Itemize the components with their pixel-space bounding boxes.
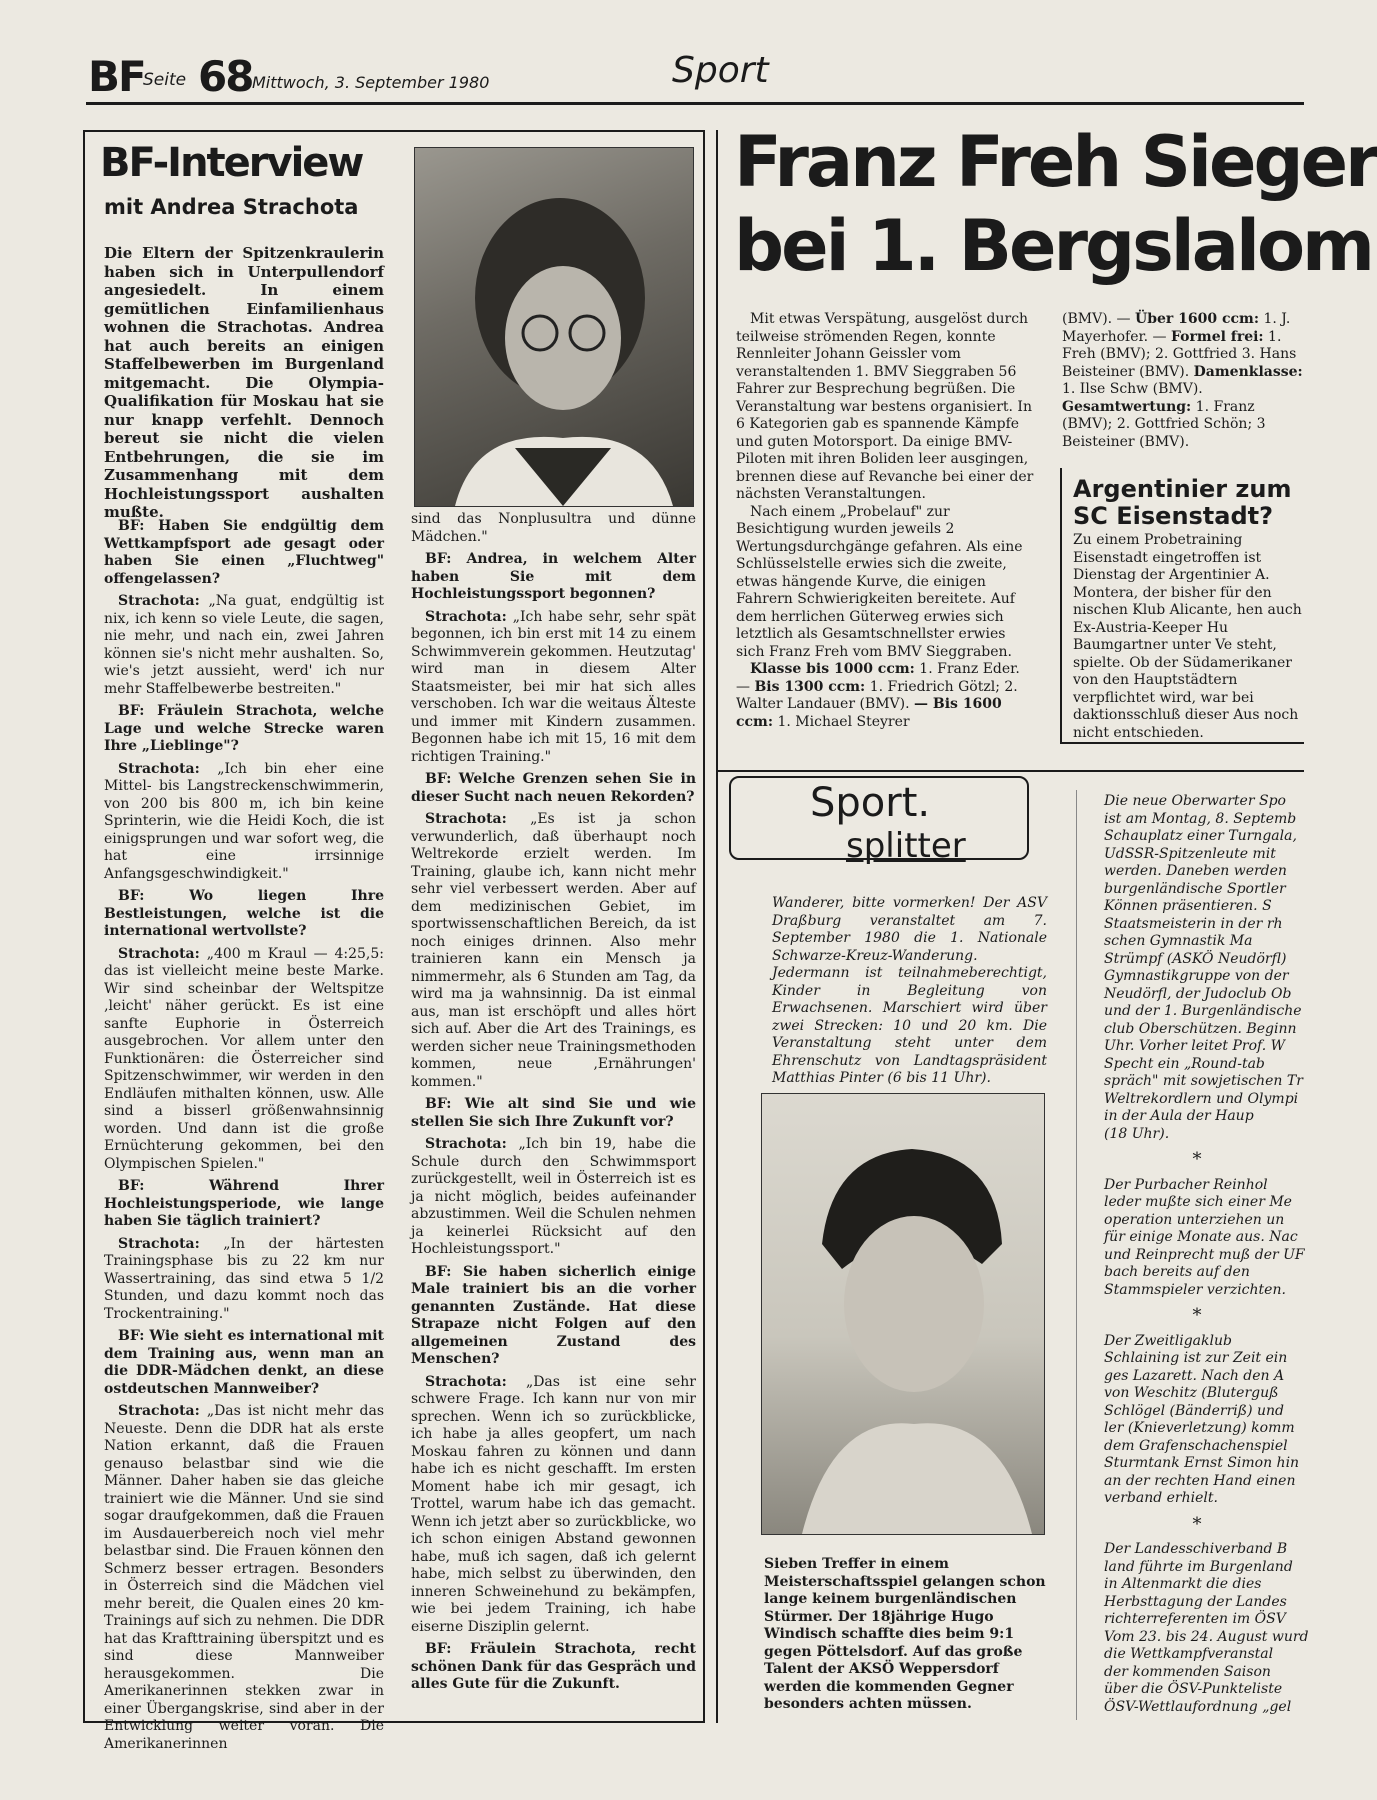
separator-star: * xyxy=(1192,1149,1202,1170)
interview-answer: Strachota: „Na guat, endgültig ist nix, ich kenn so viele Leute, die sagen, nie mehr, und nach ein, zwei Jahren können sie's nicht mehr aushalten. So, wie's jetzt aussieht, werd' ich nur mehr Staffelbewerbe bestreiten." xyxy=(104,593,384,697)
splitter-line: Stammspieler verzichten. xyxy=(1104,1281,1286,1298)
splitter-line: in Altenmarkt die dies xyxy=(1104,1576,1262,1592)
interview-title: BF-Interview xyxy=(100,140,363,186)
splitter-line: Die neue Oberwarter Spo xyxy=(1104,793,1286,809)
speaker-label: Strachota: xyxy=(425,1373,507,1390)
splitter-line: verband erhielt. xyxy=(1104,1490,1218,1506)
interview-answer: Strachota: „Ich habe sehr, sehr spät begonnen, ich bin erst mit 14 zu einem Schwimmverein gekommen. Heutzutag' wird man in diesem Alter Staatsmeister, bei mir hat sich alles verschoben. Ich war die weitaus Älteste und immer mit Kindern zusammen. Begonnen habe ich mit 15, 16 mit dem richtigen Training." xyxy=(411,608,696,765)
splitter-line: und der 1. Burgenländische xyxy=(1104,1003,1302,1019)
speaker-label: Strachota: xyxy=(118,760,200,777)
slalom-paragraph: Mit etwas Verspätung, ausgelöst durch teilweise strömenden Regen, konnte Rennleiter Johann Geissler vom veranstaltenden 1. BMV Sieggraben 56 Fahrer zur Besprechung begrüßen. Die Veranstaltung war bestens organisiert. In 6 Kategorien gab es spannende Kämpfe und guten Motorsport. Da einige BMV-Piloten mit ihren Boliden leer ausgingen, brennen diese auf Revanche bei einer der nächsten Veranstaltungen. xyxy=(736,311,1034,502)
interview-question: BF: Haben Sie endgültig dem Wettkampfsport ade gesagt oder haben Sie einen „Fluchtweg" offengelassen? xyxy=(104,518,384,587)
interview-question: BF: Wo liegen Ihre Bestleistungen, welche ist die international wertvollste? xyxy=(104,888,384,939)
splitter-line: für einige Monate aus. Nac xyxy=(1104,1229,1298,1245)
splitter-line: dem Grafenschachenspiel xyxy=(1104,1437,1288,1454)
speaker-label: Strachota: xyxy=(425,608,507,625)
interview-subtitle: mit Andrea Strachota xyxy=(104,195,359,219)
splitter-line: schen Gymnastik Ma xyxy=(1104,933,1253,949)
splitter-line: und Reinprecht muß der UF xyxy=(1104,1246,1305,1263)
splitter-column xyxy=(1090,793,1309,1716)
interview-answer: Strachota: „Ich bin 19, habe die Schule durch den Schwimmsport zurückgestellt, weil in Österreich ist es ja nicht möglich, beides aufeinander abzustimmen. Weil die Schulen nehmen ja keinerlei Rücksicht auf den Hochleistungssport." xyxy=(411,1136,697,1257)
section-rule xyxy=(718,770,1304,772)
slalom-headline xyxy=(734,120,1377,288)
interview-column-2 xyxy=(411,511,696,1699)
splitter-line: Strümpf (ASKÖ Neudörfl) xyxy=(1104,950,1287,967)
speaker-label: Strachota: xyxy=(118,1403,200,1419)
argentinier-title: Argentinier zum SC Eisenstadt? xyxy=(1073,475,1292,530)
interview-question: BF: Wie sieht es international mit dem Training aus, wenn man an die DDR-Mädchen denkt, an diese ostdeutschen Mannweiber? xyxy=(104,1328,384,1397)
splitter-line: bach bereits auf den xyxy=(1104,1264,1250,1280)
header-rule xyxy=(86,102,1304,105)
splitter-line: operation unterziehen un xyxy=(1104,1211,1285,1228)
interview-question: BF: Fräulein Strachota, welche Lage und welche Strecke waren Ihre „Lieblinge"? xyxy=(104,703,384,754)
splitter-line: Vom 23. bis 24. August wurd xyxy=(1104,1628,1309,1645)
splitter-line: richterreferenten im ÖSV xyxy=(1104,1611,1286,1627)
splitter-line: Staatsmeisterin in der rh xyxy=(1104,915,1283,932)
player-silhouette-icon xyxy=(762,1094,1044,1534)
interview-question: BF: Welche Grenzen sehen Sie in dieser Sucht nach neuen Rekorden? xyxy=(411,771,696,805)
section-title: Sport xyxy=(672,50,769,91)
slalom-results-continued: (BMV). — Über 1600 ccm: 1. J. Mayerhofer. — Formel frei: 1. Freh (BMV); 2. Gottfried 3. Hans Beisteiner (BMV). Damenklasse: 1. Ilse Schw (BMV). Gesamtwertung: 1. Franz (BMV); 2. Gottfried Schön; 3 Beisteiner (BMV). xyxy=(1062,311,1303,450)
splitter-line: Gymnastikgruppe von der xyxy=(1104,968,1289,984)
interview-question: BF: Während Ihrer Hochleistungsperiode, wie lange haben Sie täglich trainiert? xyxy=(104,1178,384,1229)
splitter-line: Schauplatz einer Turngala, xyxy=(1104,828,1297,844)
page-number: 68 xyxy=(198,52,253,101)
headline-line-1: Franz Freh Sieger xyxy=(734,121,1377,203)
splitter-line: Können präsentieren. S xyxy=(1104,898,1272,914)
sportsplitter-logo-sport: Sport. xyxy=(810,780,931,826)
splitter-wanderung-text: Wanderer, bitte vormerken! Der ASV Draßburg veranstaltet am 7. September 1980 die 1. Nationale Schwarze-Kreuz-Wanderung. Jedermann ist teilnahmeberechtigt, Kinder in Begleitung von Erwachsenen. Marschiert wird über zwei Strecken: 10 und 20 km. Die Veranstaltung steht unter dem Ehrenschutz von Landtagspräsident Matthias Pinter (6 bis 11 Uhr). xyxy=(772,895,1047,1086)
speaker-label: Strachota: xyxy=(118,593,200,609)
splitter-line: Uhr. Vorher leitet Prof. W xyxy=(1104,1038,1286,1054)
interview-question: BF: Andrea, in welchem Alter haben Sie mit dem Hochleistungssport begonnen? xyxy=(411,551,696,602)
interview-answer: Strachota: „Das ist eine sehr schwere Frage. Ich kann nur von mir sprechen. Wenn ich so zurückblicke, ich habe ja alles geopfert, um nach Moskau fahren zu können und dann habe ich es nicht geschafft. Im ersten Moment habe ich mir gesagt, ich Trottel, warum habe ich das gemacht. Wenn ich jetzt aber so zurückblicke, wo ich schon einigen Abstand gewonnen habe, muß ich sagen, daß ich gelernt habe, mich selbst zu überwinden, den inneren Schweinehund zu bekämpfen, wie bei jedem Training, ich habe eiserne Disziplin gelernt. xyxy=(411,1373,696,1635)
interview-answer: Strachota: „Das ist nicht mehr das Neueste. Denn die DDR hat als erste Nation erkannt, daß die Frauen genauso belastbar sind wie die Männer. Daher haben sie das gleiche trainiert wie die Männer. Und sie sind sogar draufgekommen, daß die Frauen im Ausdauerbereich noch viel mehr belastbar sind. Die Frauen können den Schmerz besser ertragen. Besonders in Österreich sind die Mädchen viel mehr bereit, die Qualen eines 20 km-Trainings auf sich zu nehmen. Die DDR hat das Krafttraining überspitzt und es sind diese Mannweiber herausgekommen. Die Amerikanerinnen stekken zwar in einer Übergangskrise, sind aber in der Entwicklung weiter voran. Die Amerikanerinnen xyxy=(104,1403,385,1752)
splitter-line: Der Zweitligaklub xyxy=(1104,1332,1232,1349)
interview-answer: Strachota: „Ich bin eher eine Mittel- bis Langstreckenschwimmerin, von 200 bis 800 m, ich bin keine Sprinterin, wie die Heidi Koch, die ist einigsprungen und war sofort weg, die hat eine irrsinnige Anfangsgeschwindigkeit." xyxy=(104,760,385,882)
splitter-line: über die ÖSV-Punkteliste xyxy=(1104,1681,1283,1697)
splitter-line: Weltrekordlern und Olympi xyxy=(1104,1090,1299,1107)
splitter-line: land führte im Burgenland xyxy=(1104,1558,1293,1575)
argentinier-text: Zu einem Probetraining Eisenstadt eingetroffen ist Dienstag der Argentinier A. Montera, der bisher für den nischen Klub Alicante, hen auch Ex-Austria-Keeper Hu Baumgartner unter Ve steht, spielte. Ob der Südamerikaner von den Hauptstädtern verpflichtet wird, war bei daktionsschluß dieser Aus noch nicht entschieden. xyxy=(1073,532,1302,741)
splitter-line: an der rechten Hand einen xyxy=(1104,1472,1296,1489)
splitter-line: ler (Knieverletzung) komm xyxy=(1104,1420,1295,1436)
splitter-line: UdSSR-Spitzenleute mit xyxy=(1104,845,1276,862)
photo-caption: Sieben Treffer in einem Meisterschaftsspiel gelangen schon lange keinem burgenländischen Stürmer. Der 18jährige Hugo Windisch schaffte dies beim 9:1 gegen Pöttelsdorf. Auf das große Talent der AKSÖ Weppersdorf werden die kommenden Gegner besonders achten müssen. xyxy=(764,1556,1046,1712)
splitter-line: Schlaining ist zur Zeit ein xyxy=(1104,1350,1288,1366)
portrait-photo-andrea xyxy=(414,147,694,507)
splitter-divider xyxy=(1076,790,1077,1720)
splitter-line: in der Aula der Haup xyxy=(1104,1108,1254,1124)
splitter-line: Schlögel (Bänderriß) und xyxy=(1104,1402,1285,1419)
paper-logo: BF xyxy=(88,52,145,101)
column-divider xyxy=(716,130,718,1723)
splitter-line: burgenländische Sportler xyxy=(1104,880,1286,897)
interview-intro: Die Eltern der Spitzenkraulerin haben sich in Unterpullendorf angesiedelt. In einem gemütlichen Einfamilienhaus wohnen die Strachotas. Andrea hat auch bereits an einigen Staffelbewerben im Burgenland mitgemacht. Die Olympia-Qualifikation für Moskau hat sie nur knapp verfehlt. Dennoch bereut sie nicht die vielen Entbehrungen, die sie im Zusammenhang mit dem Hochleistungssport aushalten mußte. xyxy=(104,244,384,521)
interview-answer: Strachota: „400 m Kraul — 4:25,5: das ist vielleicht meine beste Marke. Wir sind scheinbar der Weltspitze ‚leicht' näher gerückt. Es ist eine sanfte Euphorie in Österreich ausgebrochen. Vor allem unter den Funktionären: die Österreicher sind Spitzenschwimmer, wir werden in den Endläufen mithalten können, usw. Alle sind a bisserl größenwahnsinnig worden. Und dann ist die große Ernüchterung gekommen, bei den Olympischen Spielen." xyxy=(104,945,385,1172)
separator-star: * xyxy=(1192,1305,1202,1326)
separator-star: * xyxy=(1192,1513,1202,1535)
splitter-line: werden. Daneben werden xyxy=(1104,863,1287,879)
splitter-line: Sturmtank Ernst Simon hin xyxy=(1104,1455,1300,1471)
splitter-line: club Oberschützen. Beginn xyxy=(1104,1020,1297,1037)
splitter-line: die Wettkampfveranstal xyxy=(1104,1646,1274,1662)
splitter-line: Herbsttagung der Landes xyxy=(1104,1593,1287,1610)
sportsplitter-logo-splitter: splitter xyxy=(846,826,966,866)
splitter-line: von Weschitz (Bluterguß xyxy=(1104,1385,1279,1401)
interview-column-1 xyxy=(104,518,384,1758)
speaker-label: Strachota: xyxy=(118,945,200,962)
portrait-silhouette-icon xyxy=(415,148,693,506)
interview-answer: sind das Nonplusultra und dünne Mädchen." xyxy=(411,511,696,545)
splitter-line: (18 Uhr). xyxy=(1104,1125,1170,1142)
slalom-result: Klasse bis 1000 ccm: 1. Franz Eder. — Bis 1300 ccm: 1. Friedrich Götzl; 2. Walter Landauer (BMV). — Bis 1600 ccm: 1. Michael Steyrer xyxy=(736,661,1020,730)
interview-question: BF: Wie alt sind Sie und wie stellen Sie sich Ihre Zukunft vor? xyxy=(411,1096,696,1130)
headline-line-2: bei 1. Bergslalom xyxy=(734,205,1372,287)
speaker-label: Strachota: xyxy=(118,1235,200,1252)
splitter-line: ges Lazarett. Nach den A xyxy=(1104,1367,1285,1384)
splitter-line: Neudörfl, der Judoclub Ob xyxy=(1104,985,1292,1002)
splitter-line: Der Landesschiverband B xyxy=(1104,1541,1288,1557)
splitter-line: ist am Montag, 8. Septemb xyxy=(1104,810,1297,827)
splitter-line: ÖSV-Wettlaufordnung „gel xyxy=(1104,1698,1292,1715)
splitter-line: Specht ein „Round-tab xyxy=(1104,1055,1265,1072)
splitter-line: leder mußte sich einer Me xyxy=(1104,1194,1292,1210)
slalom-paragraph: Nach einem „Probelauf" zur Besichtigung wurden jeweils 2 Wertungsdurchgänge gefahren. Als eine Schlüsselstelle erwies sich die zweite, etwas hängende Kurve, die einigen Fahrern Schwierigkeiten bereitete. Auf dem herrlichen Güterweg erwies sich letztlich als Gesamtschnellster erwies sich Franz Freh vom BMV Sieggraben. xyxy=(736,503,1023,660)
interview-question: BF: Sie haben sicherlich einige Male trainiert bis an die vorher genannten Zustände. Hat diese Strapaze nicht Folgen auf den allgemeinen Zustand des Menschen? xyxy=(411,1263,696,1367)
page-label: Seite xyxy=(143,70,187,90)
slalom-article xyxy=(736,311,1036,731)
issue-date: Mittwoch, 3. September 1980 xyxy=(252,73,490,92)
interview-answer: Strachota: „In der härtesten Trainingsphase bis zu 22 km nur Wassertraining, das sind etwa 5 1/2 Stunden, und dazu kommt noch das Trockentraining." xyxy=(104,1235,384,1322)
splitter-line: der kommenden Saison xyxy=(1104,1663,1271,1680)
speaker-label: Strachota: xyxy=(425,1136,507,1152)
splitter-line: Der Purbacher Reinhol xyxy=(1104,1176,1268,1193)
splitter-line: spräch" mit sowjetischen Tr xyxy=(1104,1073,1303,1089)
interview-question: BF: Fräulein Strachota, recht schönen Dank für das Gespräch und alles Gute für die Zukunft. xyxy=(411,1641,696,1692)
player-photo-windisch xyxy=(761,1093,1045,1535)
speaker-label: Strachota: xyxy=(425,811,507,827)
interview-answer: Strachota: „Es ist ja schon verwunderlich, daß überhaupt noch Weltrekorde erzielt werden. Im Training, glaube ich, kann nicht mehr sehr viel verbessert werden. Aber auf dem medizinischen Gebiet, im sportwissenschaftlichen Bereich, da ist noch einiges drinnen. Also mehr trainieren kann ein Mensch ja nimmermehr, als 6 Stunden am Tag, da wird ma ja wahnsinnig. Da ist einmal aus, man ist erschöpft und alles hört sich auf. Aber die Art des Trainings, es werden sicher neue Trainingsmethoden kommen, neue ‚Ernährungen' kommen." xyxy=(411,811,696,1090)
